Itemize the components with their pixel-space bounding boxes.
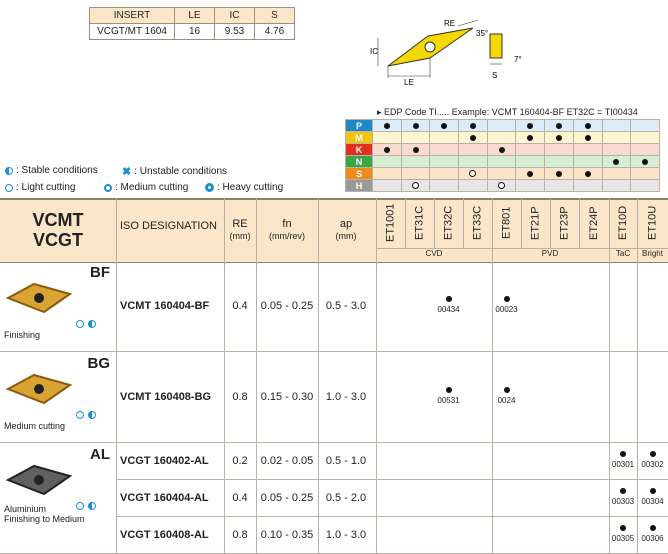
recommended-dot-icon — [384, 147, 390, 153]
iso-cell — [373, 144, 402, 156]
iso-cell — [573, 168, 602, 180]
light-cutting-icon — [5, 184, 13, 192]
diagram-angle7-label: 7° — [514, 55, 522, 64]
row-divider — [116, 516, 668, 517]
iso-cell — [545, 168, 574, 180]
stable-conditions-icon — [88, 411, 96, 419]
iso-cell — [631, 156, 660, 168]
family-title — [0, 210, 116, 250]
diagram-ic-label: IC — [370, 47, 378, 56]
iso-cell — [487, 168, 516, 180]
iso-row-n — [346, 156, 660, 168]
group-caption-line: Aluminium — [4, 504, 47, 514]
iso-cell — [430, 132, 459, 144]
recommended-dot-icon — [413, 123, 419, 129]
iso-cell — [459, 120, 488, 132]
family-vcmt: VCMT — [32, 210, 84, 230]
diagram-re-label: RE — [444, 19, 456, 28]
grid-line — [224, 198, 225, 553]
group-code: BF — [90, 264, 110, 281]
ap-cell: 1.0 - 3.0 — [325, 390, 367, 403]
header-re-unit: (mm) — [229, 231, 251, 241]
legend-medium — [104, 182, 188, 193]
re-cell: 0.4 — [232, 491, 248, 504]
iso-cell — [430, 144, 459, 156]
iso-cell — [401, 180, 430, 192]
iso-cell — [602, 132, 631, 144]
iso-cell — [459, 144, 488, 156]
iso-cell — [573, 132, 602, 144]
legend-stable-text: : Stable conditions — [16, 165, 98, 176]
iso-cell — [401, 132, 430, 144]
iso-cell — [573, 156, 602, 168]
iso-cell — [459, 180, 488, 192]
recommended-dot-icon — [527, 135, 533, 141]
heavy-cutting-icon — [205, 183, 214, 192]
recommended-dot-icon — [527, 123, 533, 129]
available-dot-icon — [446, 296, 452, 302]
grid-line — [434, 198, 435, 248]
recommended-dot-icon — [470, 123, 476, 129]
legend-heavy-text: : Heavy cutting — [217, 182, 284, 193]
iso-cell — [602, 120, 631, 132]
possible-dot-icon — [469, 170, 476, 177]
fn-cell: 0.10 - 0.35 — [260, 528, 314, 541]
header-fn — [256, 218, 318, 242]
re-cell: 0.8 — [232, 390, 248, 403]
iso-cell — [487, 180, 516, 192]
iso-cell — [373, 132, 402, 144]
group-code: BG — [87, 355, 110, 372]
grid-line — [521, 198, 522, 248]
spec-s-value: 4.76 — [255, 24, 295, 40]
iso-cell — [516, 168, 545, 180]
grade-header: ET24P — [588, 206, 600, 240]
recommended-dot-icon — [642, 159, 648, 165]
iso-row-h — [346, 180, 660, 192]
iso-designation-cell: VCGT 160402-AL — [120, 454, 209, 467]
iso-row-p — [346, 120, 660, 132]
coating-tac: TaC — [615, 249, 631, 258]
edp-code: 00305 — [611, 533, 635, 543]
edp-code: 00304 — [641, 496, 664, 506]
available-dot-icon — [504, 387, 510, 393]
recommended-dot-icon — [585, 123, 591, 129]
iso-label: P — [346, 120, 373, 132]
iso-cell — [631, 144, 660, 156]
iso-cell — [602, 144, 631, 156]
spec-header-s: S — [255, 8, 295, 24]
iso-cell — [487, 156, 516, 168]
iso-cell — [516, 132, 545, 144]
group-caption-line: Finishing to Medium — [4, 514, 85, 524]
edp-code: 00434 — [437, 304, 460, 314]
spec-le-value: 16 — [175, 24, 215, 40]
group-caption — [4, 504, 85, 524]
iso-cell — [573, 120, 602, 132]
possible-dot-icon — [412, 182, 419, 189]
header-re — [224, 218, 256, 242]
iso-cell — [545, 120, 574, 132]
iso-cell — [631, 132, 660, 144]
legend-unstable-text: : Unstable conditions — [134, 166, 228, 177]
legend-stable — [5, 165, 98, 176]
group-caption — [4, 330, 40, 340]
light-cutting-icon — [76, 502, 84, 510]
coating-cvd: CVD — [425, 249, 443, 258]
unstable-conditions-icon: ✖ — [122, 166, 132, 178]
grid-line — [637, 198, 638, 248]
iso-cell — [459, 156, 488, 168]
iso-cell — [487, 120, 516, 132]
group-code: AL — [90, 446, 110, 463]
iso-designation-cell: VCGT 160404-AL — [120, 491, 209, 504]
iso-cell — [373, 120, 402, 132]
grid-line — [492, 198, 493, 248]
family-vcgt: VCGT — [32, 230, 83, 250]
available-dot-icon — [504, 296, 510, 302]
group-divider — [0, 351, 668, 352]
group-caption-line: Finishing — [4, 330, 41, 340]
insert-image — [4, 462, 74, 502]
header-ap — [318, 218, 374, 242]
light-cutting-icon — [76, 411, 84, 419]
iso-designation-cell: VCMT 160408-BG — [120, 390, 212, 403]
medium-cutting-icon — [104, 184, 112, 192]
recommended-dot-icon — [613, 159, 619, 165]
re-cell: 0.8 — [232, 528, 248, 541]
recommended-dot-icon — [556, 171, 562, 177]
iso-label: M — [346, 132, 373, 144]
diagram-angle35-label: 35° — [476, 29, 489, 38]
coating-bright: Bright — [642, 249, 663, 258]
iso-cell — [487, 132, 516, 144]
available-dot-icon — [650, 525, 656, 531]
iso-cell — [516, 144, 545, 156]
iso-cell — [602, 180, 631, 192]
ap-cell: 0.5 - 1.0 — [325, 454, 367, 467]
iso-cell — [545, 156, 574, 168]
iso-cell — [401, 168, 430, 180]
coating-pvd: PVD — [541, 249, 559, 258]
grid-line — [116, 198, 117, 553]
edp-code: 00306 — [641, 533, 664, 543]
iso-cell — [459, 168, 488, 180]
edp-code: 00303 — [611, 496, 635, 506]
iso-cell — [459, 132, 488, 144]
grid-line — [609, 248, 610, 553]
light-cutting-icon — [76, 320, 84, 328]
iso-cell — [516, 180, 545, 192]
recommended-dot-icon — [441, 123, 447, 129]
insert-geometry-diagram — [368, 18, 538, 88]
grid-line — [637, 248, 638, 553]
grid-line — [550, 198, 551, 248]
spec-ic-value: 9.53 — [215, 24, 255, 40]
edp-code: 00023 — [495, 304, 518, 314]
fn-cell: 0.05 - 0.25 — [260, 491, 314, 504]
iso-cell — [573, 180, 602, 192]
iso-cell — [545, 132, 574, 144]
condition-icons — [76, 411, 96, 419]
recommended-dot-icon — [585, 135, 591, 141]
grade-header: ET31C — [413, 205, 426, 241]
header-iso-designation: ISO DESIGNATION — [120, 220, 217, 232]
condition-icons — [76, 320, 96, 328]
grade-header: ET801 — [500, 206, 513, 240]
legend-light — [5, 182, 75, 193]
available-dot-icon — [446, 387, 452, 393]
iso-cell — [373, 156, 402, 168]
header-fn-label: fn — [282, 218, 292, 230]
ap-cell: 0.5 - 3.0 — [325, 299, 367, 312]
legend-light-text: : Light cutting — [16, 182, 76, 193]
iso-designation-cell: VCMT 160404-BF — [120, 299, 210, 312]
condition-icons — [76, 502, 96, 510]
grid-line — [492, 248, 493, 553]
iso-cell — [373, 168, 402, 180]
available-dot-icon — [620, 525, 626, 531]
iso-cell — [430, 180, 459, 192]
grade-header: ET21P — [529, 206, 542, 240]
legend-medium-text: : Medium cutting — [115, 182, 189, 193]
diagram-s-label: S — [492, 71, 498, 80]
iso-label: S — [346, 168, 373, 180]
grade-header: ET23P — [558, 206, 571, 240]
stable-conditions-icon — [88, 502, 96, 510]
grade-header: ET32C — [442, 205, 455, 241]
header-ap-unit: (mm) — [335, 231, 357, 241]
recommended-dot-icon — [556, 135, 562, 141]
grid-line — [376, 248, 377, 553]
iso-cell — [573, 144, 602, 156]
insert-image — [4, 280, 74, 320]
iso-cell — [631, 168, 660, 180]
re-cell: 0.4 — [232, 299, 248, 312]
iso-row-m — [346, 132, 660, 144]
spec-header-le: LE — [175, 8, 215, 24]
available-dot-icon — [650, 451, 656, 457]
iso-cell — [430, 120, 459, 132]
iso-cell — [631, 180, 660, 192]
group-caption-line: Medium cutting — [4, 421, 66, 431]
iso-material-table — [345, 119, 660, 192]
available-dot-icon — [650, 488, 656, 494]
iso-row-k — [346, 144, 660, 156]
stable-conditions-icon — [5, 167, 13, 175]
iso-cell — [401, 156, 430, 168]
iso-cell — [373, 180, 402, 192]
grade-header: ET1001 — [384, 203, 397, 243]
recommended-dot-icon — [413, 147, 419, 153]
fn-cell: 0.15 - 0.30 — [260, 390, 314, 403]
iso-designation-cell: VCGT 160408-AL — [120, 528, 209, 541]
ap-cell: 0.5 - 2.0 — [325, 491, 367, 504]
ap-cell: 1.0 - 3.0 — [325, 528, 367, 541]
iso-cell — [401, 120, 430, 132]
grid-line — [376, 248, 668, 249]
group-caption — [4, 421, 65, 431]
header-re-label: RE — [232, 218, 248, 230]
iso-row-s — [346, 168, 660, 180]
edp-code: 00302 — [641, 459, 664, 469]
legend-heavy — [205, 182, 283, 193]
grid-line — [609, 198, 610, 248]
edp-code: 00531 — [437, 395, 460, 405]
edp-code: 0024 — [497, 395, 516, 405]
grid-line — [405, 198, 406, 248]
recommended-dot-icon — [556, 123, 562, 129]
iso-label: K — [346, 144, 373, 156]
grid-line — [463, 198, 464, 248]
recommended-dot-icon — [499, 147, 505, 153]
edp-code-note: ▸ EDP Code TI..... Example: VCMT 160404-BF ET32C = TI00434 — [377, 107, 638, 117]
group-divider — [0, 442, 668, 443]
iso-cell — [430, 156, 459, 168]
recommended-dot-icon — [470, 135, 476, 141]
grade-header: ET10U — [646, 205, 659, 241]
grid-line — [318, 198, 319, 553]
iso-cell — [401, 144, 430, 156]
grid-line — [256, 198, 257, 553]
available-dot-icon — [620, 488, 626, 494]
grade-header: ET33C — [471, 205, 484, 241]
recommended-dot-icon — [585, 171, 591, 177]
iso-cell — [487, 144, 516, 156]
iso-cell — [545, 180, 574, 192]
iso-cell — [430, 168, 459, 180]
insert-spec-table — [89, 7, 295, 40]
row-divider — [116, 479, 668, 480]
legend-unstable — [122, 165, 227, 178]
recommended-dot-icon — [384, 123, 390, 129]
header-ap-label: ap — [339, 218, 353, 230]
iso-label: H — [346, 180, 373, 192]
spec-header-insert: INSERT — [90, 8, 175, 24]
stable-conditions-icon — [88, 320, 96, 328]
edp-code: 00301 — [611, 459, 635, 469]
iso-label: N — [346, 156, 373, 168]
iso-cell — [516, 120, 545, 132]
re-cell: 0.2 — [232, 454, 248, 467]
iso-cell — [516, 156, 545, 168]
available-dot-icon — [620, 451, 626, 457]
recommended-dot-icon — [527, 171, 533, 177]
insert-image — [4, 371, 74, 411]
grid-line — [579, 198, 580, 248]
grade-header: ET10D — [617, 205, 629, 241]
possible-dot-icon — [498, 182, 505, 189]
iso-cell — [631, 120, 660, 132]
iso-cell — [545, 144, 574, 156]
spec-header-ic: IC — [215, 8, 255, 24]
iso-cell — [602, 168, 631, 180]
diagram-le-label: LE — [404, 78, 414, 87]
fn-cell: 0.05 - 0.25 — [260, 299, 314, 312]
fn-cell: 0.02 - 0.05 — [260, 454, 314, 467]
spec-insert-value: VCGT/MT 1604 — [90, 24, 175, 40]
header-fn-unit: (mm/rev) — [269, 231, 305, 241]
iso-cell — [602, 156, 631, 168]
